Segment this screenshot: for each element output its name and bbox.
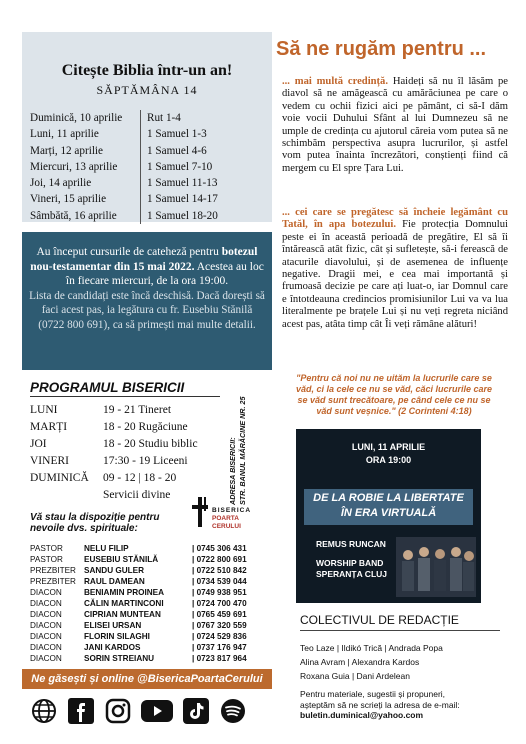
bible-quote: "Pentru că noi nu ne uităm la lucrurile care se văd, ci la cele ce nu se văd, căci lucrurile care se văd sunt trecătoare, pe când cele ce nu se văd sunt veșnice." (2 Corinteni 4:18): [295, 373, 493, 416]
editorial-contact: [300, 689, 460, 721]
program-info: 18 - 20 Studiu biblic: [103, 438, 198, 450]
contact-phone[interactable]: | 0745 306 431: [192, 544, 247, 553]
contact-name: EUSEBIU STĂNILĂ: [84, 555, 159, 564]
contact-name: FLORIN SILAGHI: [84, 632, 150, 641]
logo-line: POARTA CERULUI: [212, 515, 241, 530]
contact-row: [30, 587, 247, 598]
program-day: [30, 487, 103, 503]
program-info: 19 - 21 Tineret: [103, 404, 172, 416]
contact-role: DIACON: [30, 654, 62, 663]
contact-role: PREZBITER: [30, 566, 76, 575]
contact-row: [30, 642, 247, 653]
contact-role: DIACON: [30, 599, 62, 608]
contact-phone[interactable]: | 0749 938 951: [192, 588, 247, 597]
contact-phone[interactable]: | 0767 320 559: [192, 621, 247, 630]
program-info: 09 - 12 | 18 - 20: [103, 472, 177, 484]
editorial-title: COLECTIVUL DE REDACȚIE: [300, 613, 459, 627]
program-info: 18 - 20 Rugăciune: [103, 421, 188, 433]
bible-ref: 1 Samuel 1-3: [140, 126, 207, 142]
prayer-title: Să ne rugăm pentru ...: [276, 38, 487, 60]
program-divider: [30, 396, 220, 397]
contact-row: [30, 576, 247, 587]
contact-phone[interactable]: | 0765 459 691: [192, 610, 247, 619]
contact-row: [30, 565, 247, 576]
poster-title-line: ÎN ERA VIRTUALĂ: [340, 507, 437, 519]
bible-reading-box: [22, 32, 272, 222]
logo-text: [212, 507, 252, 531]
program-day: JOI: [30, 438, 47, 450]
bible-row: [30, 143, 218, 159]
program-row: [30, 453, 188, 469]
program-day: VINERI: [30, 455, 69, 467]
contact-phone[interactable]: | 0724 700 470: [192, 599, 247, 608]
prayer-paragraph: [282, 207, 508, 331]
contact-phone[interactable]: | 0722 510 842: [192, 566, 247, 575]
program-row: [30, 470, 176, 486]
program-row: [30, 419, 188, 435]
bible-row: [30, 159, 218, 175]
address-line: STR. BANUL MĂRĂCINE NR. 25: [238, 396, 247, 505]
poster-date: [296, 441, 481, 467]
bible-day: Vineri, 15 aprilie: [30, 193, 107, 206]
program-row: [30, 487, 170, 503]
church-address-text: [228, 397, 248, 506]
bible-day: Sâmbătă, 16 aprilie: [30, 209, 117, 222]
poster-title-line: DE LA ROBIE LA LIBERTATE: [313, 492, 464, 504]
editorial-email-link[interactable]: buletin.duminical@yahoo.com: [300, 710, 424, 720]
catechesis-announcement: [22, 232, 272, 370]
editorial-divider: [300, 630, 500, 631]
poster-band: WORSHIP BAND: [316, 558, 384, 568]
address-line: ADRESA BISERICII:: [228, 437, 237, 505]
program-title: PROGRAMUL BISERICII: [30, 380, 185, 395]
bible-week: SĂPTĂMÂNA 14: [96, 83, 198, 97]
contact-name: NELU FILIP: [84, 544, 129, 553]
poster-speaker: REMUS RUNCAN: [316, 539, 386, 549]
contact-role: DIACON: [30, 610, 62, 619]
contact-role: DIACON: [30, 588, 62, 597]
catechesis-line: Acestea au loc în fiecare miercuri, de la ora 19:00.: [65, 260, 264, 287]
contact-row: [30, 631, 247, 642]
contact-name: SANDU GULER: [84, 566, 145, 575]
poster-credits: [316, 539, 387, 580]
bible-ref: 1 Samuel 11-13: [140, 175, 217, 191]
bible-ref: 1 Samuel 18-20: [140, 208, 218, 224]
editorial-names-line: Teo Laze | Ildikó Trică | Andrada Popa: [300, 643, 443, 653]
spotify-icon[interactable]: [219, 697, 247, 725]
contact-row: [30, 609, 247, 620]
program-row: [30, 436, 198, 452]
logo-line: BISERICA: [212, 507, 252, 514]
contact-row: [30, 620, 247, 631]
program-day: LUNI: [30, 404, 58, 416]
contact-role: DIACON: [30, 632, 62, 641]
contact-phone[interactable]: | 0734 539 044: [192, 577, 247, 586]
editorial-contact-line: așteptăm să ne scrieți la adresa de e-mail:: [300, 699, 460, 710]
contact-name: RAUL DAMEAN: [84, 577, 145, 586]
editorial-names: [300, 641, 443, 683]
bible-day: Marți, 12 aprilie: [30, 144, 104, 157]
contact-role: PREZBITER: [30, 577, 76, 586]
bible-ref: Rut 1-4: [140, 110, 181, 126]
bible-row: [30, 110, 218, 126]
contact-name: BENIAMIN PROINEA: [84, 588, 165, 597]
bible-row: [30, 208, 218, 224]
prayer-body: Haideți să nu îl lăsăm pe diavol să ne amăgească cu amărăciunea pe care o vedem cu ochii fizici aici pe pământ, ci să-I dăm voie vocii Duhului Sfânt al lui Dumnezeu să ne umple de credința cu ajutorul căreia vom putea să ne schimbăm perspectiva asupra lucrurilor, și astfel vom putea înainta încrezători, conștienți fiind că mergem cu El spre Țara Lui.: [282, 76, 508, 174]
contact-role: DIACON: [30, 643, 62, 652]
bible-row: [30, 175, 218, 191]
bible-day: Duminică, 10 aprilie: [30, 112, 123, 124]
editorial-contact-line: Pentru materiale, sugestii și propuneri,: [300, 689, 446, 699]
contact-row: [30, 543, 247, 554]
bible-ref: 1 Samuel 14-17: [140, 191, 218, 207]
availability-note: Vă stau la dispoziție pentru nevoile dvs. spirituale:: [30, 512, 160, 534]
contact-phone[interactable]: | 0737 176 947: [192, 643, 247, 652]
prayer-heading: ... cei care se pregătesc să încheie legământ cu Tatăl, în apa botezului.: [282, 207, 508, 231]
program-row: [30, 402, 171, 418]
contact-name: SORIN STREIANU: [84, 654, 155, 663]
catechesis-details: Lista de candidați este încă deschisă. Dacă dorești să faci acest pas, ia legătura cu fr. Eusebiu Stănilă (0722 800 691), ca să primești mai multe detalii.: [29, 289, 265, 331]
editorial-names-line: Roxana Guia | Dani Ardelean: [300, 671, 410, 681]
program-info: 17:30 - 19 Liceeni: [103, 455, 188, 467]
contact-name: JANI KARDOS: [84, 643, 141, 652]
prayer-paragraph: [282, 76, 508, 175]
bible-row: [30, 126, 218, 142]
catechesis-text: [22, 232, 272, 289]
online-banner[interactable]: Ne găsești și online @BisericaPoartaCerului: [22, 669, 272, 689]
youtube-icon[interactable]: [141, 697, 173, 725]
contact-phone[interactable]: | 0722 800 691: [192, 555, 247, 564]
event-poster: [296, 429, 481, 603]
contact-name: CIPRIAN MUNTEAN: [84, 610, 161, 619]
bible-day: Miercuri, 13 aprilie: [30, 160, 118, 173]
social-icons: [30, 697, 247, 725]
contact-phone[interactable]: | 0724 529 836: [192, 632, 247, 641]
contact-name: CĂLIN MARTINCONI: [84, 599, 164, 608]
prayer-body: Fie protecția Domnului peste ei în această perioadă de pregătire, El să îi întărească atât fizic, cât și sufletește, să-i ferească de atacurile diavolului, și de asemenea de influențe negative. Dragii mei, e cea mai importantă și frumoasă decizie pe care ați luat-o, iar Domnul care e întotdeauna credincios promisiunilor Lui va va lua literalmente pe brațele Lui și nu veți regreta niciând acest pas, atâta timp cât Îi veți rămâne alături!: [282, 219, 508, 330]
bible-day: Luni, 11 aprilie: [30, 128, 99, 141]
contact-phone[interactable]: | 0723 817 964: [192, 654, 247, 663]
program-day: MARȚI: [30, 421, 68, 433]
bible-ref: 1 Samuel 7-10: [140, 159, 212, 175]
catechesis-highlight: botezul nou-testamentar din 15 mai 2022.: [30, 246, 258, 273]
contact-name: ELISEI URSAN: [84, 621, 142, 630]
contact-role: PASTOR: [30, 555, 63, 564]
church-address: [222, 387, 256, 507]
contact-row: [30, 598, 247, 609]
band-photo: [396, 537, 476, 597]
church-logo: [192, 495, 252, 529]
tiktok-icon[interactable]: [182, 697, 210, 725]
contacts-list: [30, 543, 247, 664]
bible-ref: 1 Samuel 4-6: [140, 143, 207, 159]
contact-row: [30, 653, 247, 664]
program-info: Servicii divine: [103, 489, 171, 501]
contact-row: [30, 554, 247, 565]
globe-icon[interactable]: [30, 697, 58, 725]
contact-role: PASTOR: [30, 544, 63, 553]
bible-title: Citește Biblia într-un an!: [61, 62, 233, 79]
catechesis-line: Au început cursurile de cateheză pentru: [36, 246, 219, 258]
poster-band: SPERANȚA CLUJ: [316, 569, 387, 579]
bible-day: Joi, 14 aprilie: [30, 177, 92, 190]
prayer-heading: ... mai multă credință.: [282, 76, 389, 87]
editorial-names-line: Alina Avram | Alexandra Kardos: [300, 657, 420, 667]
program-day: DUMINICĂ: [30, 472, 89, 484]
poster-time-line: ORA 19:00: [365, 455, 412, 465]
contact-role: DIACON: [30, 621, 62, 630]
facebook-icon[interactable]: [67, 697, 95, 725]
poster-date-line: LUNI, 11 APRILIE: [351, 442, 426, 452]
bible-table: [30, 110, 218, 224]
instagram-icon[interactable]: [104, 697, 132, 725]
poster-title: [296, 491, 481, 521]
bible-row: [30, 191, 218, 207]
